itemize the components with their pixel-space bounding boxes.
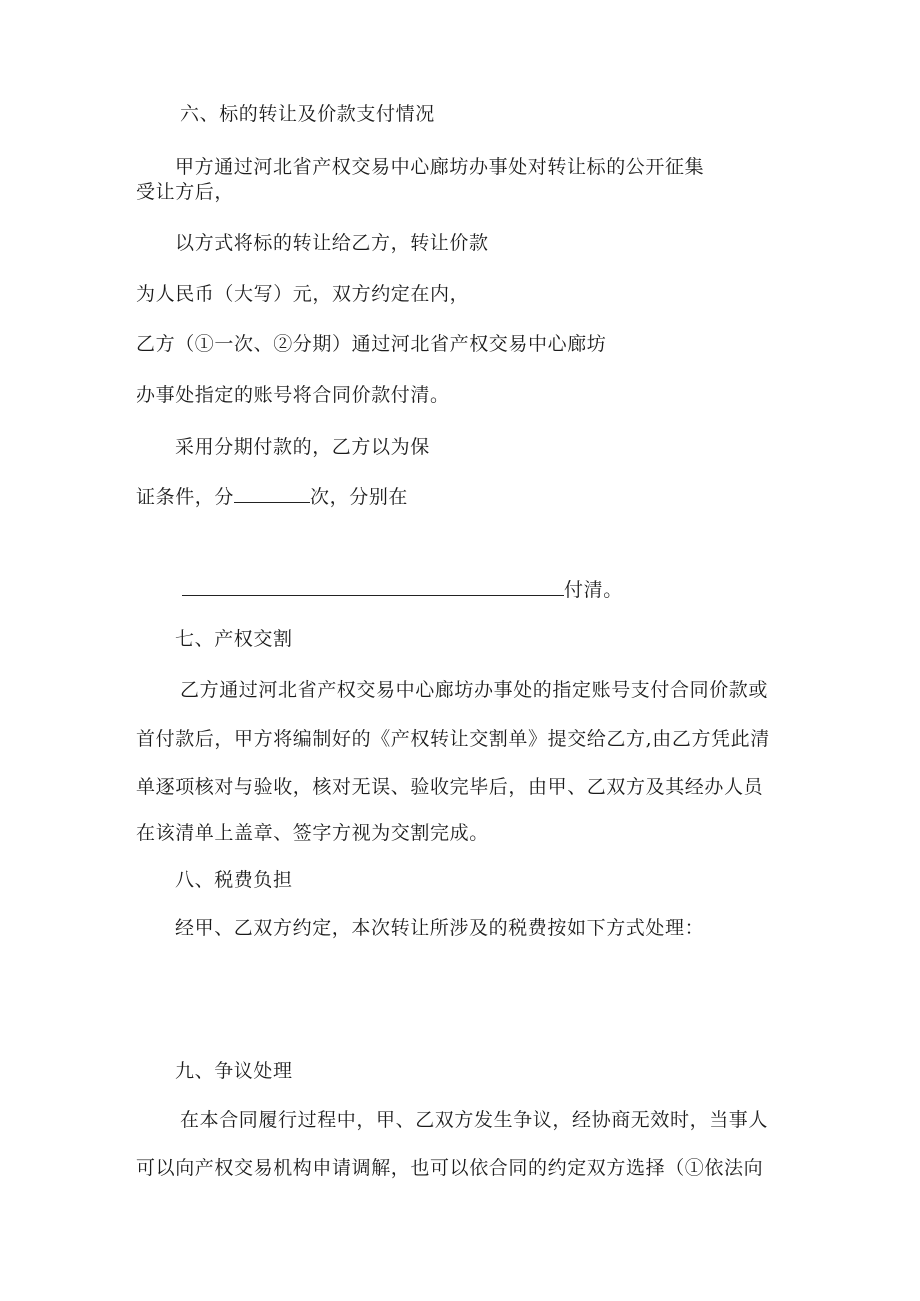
section-6-paragraph-2-line-1: 以方式将标的转让给乙方，转让价款 (175, 232, 489, 254)
installment-prefix: 证条件，分 (136, 486, 235, 508)
section-7-line-1: 乙方通过河北省产权交易中心廊坊办事处的指定账号支付合同价款或 (180, 679, 769, 701)
section-8-heading: 八、税费负担 (175, 869, 293, 891)
section-6-paragraph-1-line-2: 受让方后， (136, 181, 235, 203)
payment-complete-text: 付清。 (564, 579, 623, 601)
section-6-heading: 六、标的转让及价款支付情况 (180, 103, 435, 125)
section-7-heading: 七、产权交割 (175, 628, 293, 650)
section-6-paragraph-2-line-3: 乙方（①一次、②分期）通过河北省产权交易中心廊坊 (136, 333, 607, 355)
section-7-line-2: 首付款后，甲方将编制好的《产权转让交割单》提交给乙方,由乙方凭此清 (136, 728, 770, 750)
section-9-heading: 九、争议处理 (175, 1060, 293, 1082)
section-6-paragraph-3-line-2 (136, 484, 408, 509)
section-6-paragraph-3-line-1: 采用分期付款的，乙方以为保 (175, 436, 430, 458)
installment-suffix: 次，分别在 (310, 486, 409, 508)
section-6-paragraph-2-line-4: 办事处指定的账号将合同价款付清。 (136, 384, 450, 406)
payment-schedule-blank (182, 577, 564, 596)
section-7-line-4: 在该清单上盖章、签字方视为交割完成。 (136, 822, 489, 844)
section-6-paragraph-2-line-2: 为人民币（大写）元，双方约定在内， (136, 283, 470, 305)
section-9-line-1: 在本合同履行过程中，甲、乙双方发生争议，经协商无效时，当事人 (180, 1109, 769, 1131)
section-9-line-2: 可以向产权交易机构申请调解，也可以依合同的约定双方选择（①依法向 (136, 1157, 764, 1179)
section-8-line-1: 经甲、乙双方约定，本次转让所涉及的税费按如下方式处理： (175, 917, 705, 939)
section-7-line-3: 单逐项核对与验收，核对无误、验收完毕后，由甲、乙双方及其经办人员 (136, 776, 764, 798)
section-6-paragraph-3-line-3 (182, 577, 623, 602)
section-6-paragraph-1-line-1: 甲方通过河北省产权交易中心廊坊办事处对转让标的公开征集 (175, 156, 705, 178)
installment-count-blank (234, 484, 310, 503)
